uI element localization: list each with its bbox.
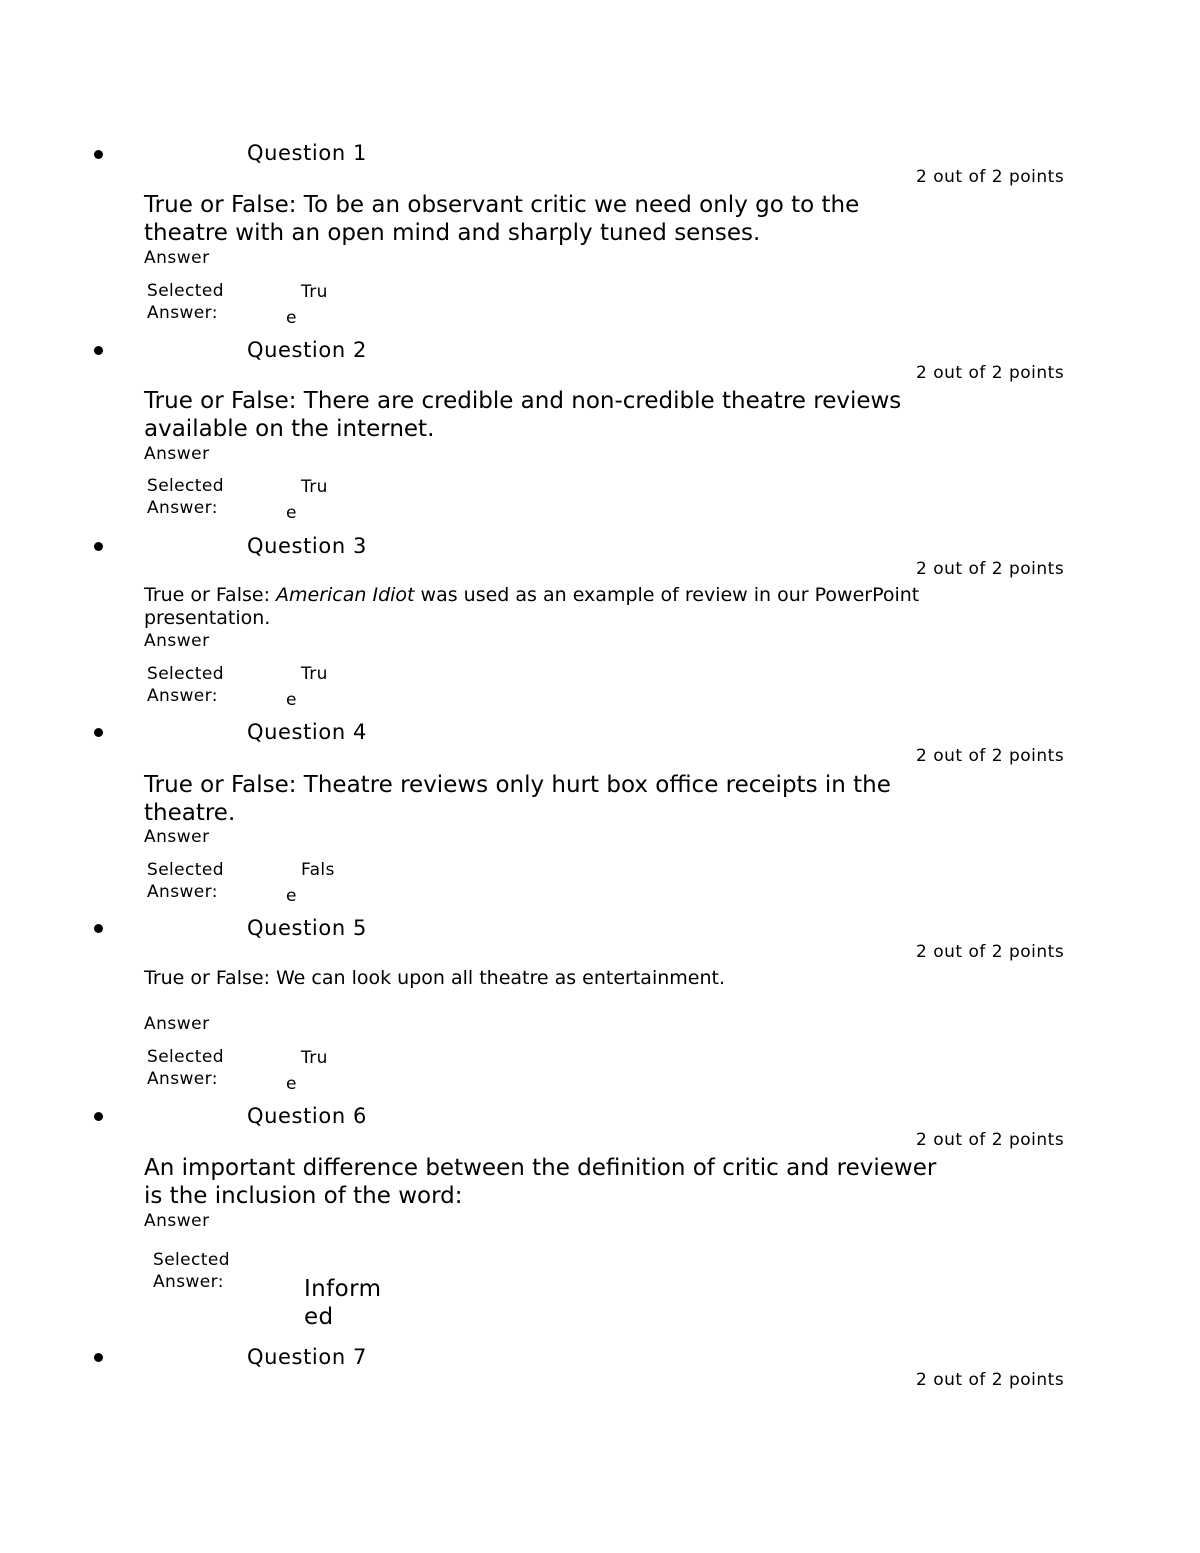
question-title: Question 4 <box>247 720 367 744</box>
answer-label: Answer <box>144 248 210 268</box>
question-title: Question 5 <box>247 916 367 940</box>
question-text: True or False: To be an observant critic we need only go to the theatre with an open mind and sharply tuned senses. <box>144 192 860 246</box>
selected-answer-value: False <box>286 860 335 906</box>
question-title: Question 6 <box>247 1104 367 1128</box>
selected-answer-value: True <box>286 664 328 710</box>
points-score: 2 out of 2 points <box>916 1370 1065 1390</box>
question-text-title: American Idiot <box>276 584 415 606</box>
selected-answer-value: True <box>286 477 328 523</box>
answer-label: Answer <box>144 444 210 464</box>
question-text <box>144 584 954 630</box>
selected-answer-label: Selected Answer: <box>147 664 224 706</box>
question-text: True or False: We can look upon all theatre as entertainment. <box>144 967 726 989</box>
question-text-suffix: was used as an example of review in our PowerPoint presentation. <box>144 584 920 629</box>
points-score: 2 out of 2 points <box>916 746 1065 766</box>
answer-label: Answer <box>144 1211 210 1231</box>
answer-label: Answer <box>144 631 210 651</box>
selected-answer-value: True <box>286 1048 328 1094</box>
points-score: 2 out of 2 points <box>916 363 1065 383</box>
selected-answer-label: Selected Answer: <box>147 476 224 518</box>
question-title: Question 7 <box>247 1345 367 1369</box>
bullet-icon <box>94 346 103 355</box>
question-title: Question 1 <box>247 141 367 165</box>
bullet-icon <box>94 542 103 551</box>
question-text: True or False: There are credible and non-credible theatre reviews available on the internet. <box>144 388 902 442</box>
selected-answer-label: Selected Answer: <box>153 1250 230 1292</box>
question-title: Question 3 <box>247 534 367 558</box>
bullet-icon <box>94 1112 103 1121</box>
selected-answer-label: Selected Answer: <box>147 281 224 323</box>
points-score: 2 out of 2 points <box>916 1130 1065 1150</box>
bullet-icon <box>94 728 103 737</box>
selected-answer-value: True <box>286 282 328 328</box>
question-text: True or False: Theatre reviews only hurt box office receipts in the theatre. <box>144 772 891 826</box>
points-score: 2 out of 2 points <box>916 167 1065 187</box>
selected-answer-label: Selected Answer: <box>147 1047 224 1089</box>
selected-answer-label: Selected Answer: <box>147 860 224 902</box>
question-text-prefix: True or False: <box>144 584 277 606</box>
question-text: An important difference between the definition of critic and reviewer is the inclusion of the word: <box>144 1155 937 1209</box>
bullet-icon <box>94 1353 103 1362</box>
bullet-icon <box>94 150 103 159</box>
selected-answer-value: Informed <box>304 1276 382 1330</box>
bullet-icon <box>94 924 103 933</box>
points-score: 2 out of 2 points <box>916 559 1065 579</box>
points-score: 2 out of 2 points <box>916 942 1065 962</box>
question-title: Question 2 <box>247 338 367 362</box>
answer-label: Answer <box>144 827 210 847</box>
answer-label: Answer <box>144 1014 210 1034</box>
